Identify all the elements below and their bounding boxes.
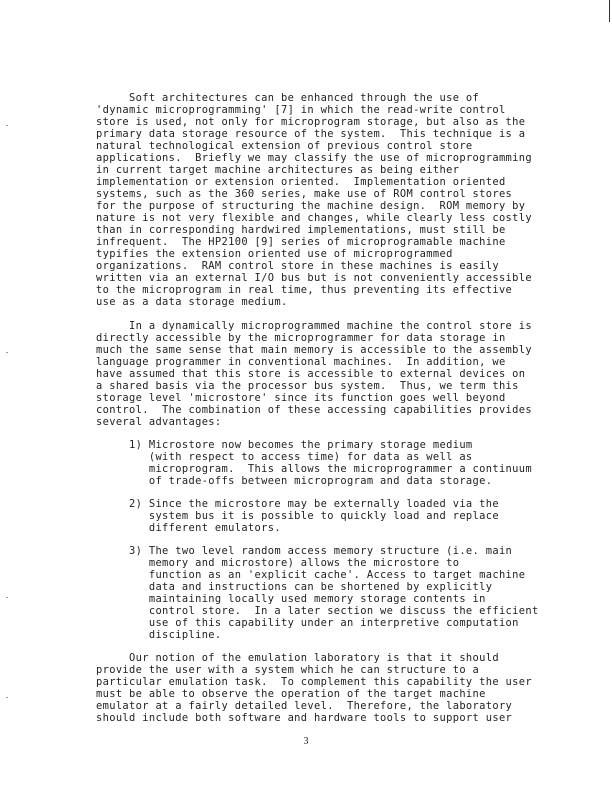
text-line: system bus it is possible to quickly load and replace <box>96 510 499 522</box>
text-line: a shared basis via the processor bus system. Thus, we term this <box>96 380 519 392</box>
text-line: control. The combination of these accessing capabilities provides <box>96 404 532 416</box>
text-line: several advantages: <box>96 416 222 428</box>
text-line: emulator at a fairly detailed level. Therefore, the laboratory <box>96 700 513 712</box>
text-line: for the purpose of structuring the machine design. ROM memory by <box>96 200 526 212</box>
text-line: (with respect to access time) for data as well as <box>96 451 473 463</box>
text-line: applications. Briefly we may classify the use of microprogramming <box>96 152 532 164</box>
text-line: systems, such as the 360 series, make use of ROM control stores <box>96 188 513 200</box>
scan-speck <box>6 352 8 353</box>
page-edge-mark <box>609 0 610 22</box>
text-line: must be able to observe the operation of the target machine <box>96 688 486 700</box>
text-line: in current target machine architectures as being either <box>96 164 460 176</box>
text-line: different emulators. <box>96 522 281 534</box>
text-line: control store. In a later section we discuss the efficient <box>96 605 539 617</box>
text-line: use as a data storage medium. <box>96 296 288 308</box>
text-line: typifies the extension oriented use of microprogrammed <box>96 248 453 260</box>
text-line: In a dynamically microprogrammed machine the control store is <box>96 320 532 332</box>
text-line: memory and microstore) allows the microstore to <box>96 557 460 569</box>
text-line: 3) The two level random access memory structure (i.e. main <box>96 545 513 557</box>
text-line: use of this capability under an interpretive computation <box>96 617 519 629</box>
text-line: Soft architectures can be enhanced through the use of <box>96 92 480 104</box>
text-line: much the same sense that main memory is accessible to the assembly <box>96 344 532 356</box>
scan-speck <box>6 697 8 698</box>
text-line: directly accessible by the microprogrammer for data storage in <box>96 332 506 344</box>
text-line: to the microprogram in real time, thus preventing its effective <box>96 284 513 296</box>
text-line: Our notion of the emulation laboratory is that it should <box>96 652 499 664</box>
text-line: have assumed that this store is accessible to external devices on <box>96 368 526 380</box>
text-line: implementation or extension oriented. Implementation oriented <box>96 176 506 188</box>
text-line: nature is not very flexible and changes, while clearly less costly <box>96 212 532 224</box>
text-line: than in corresponding hardwired implementations, must still be <box>96 224 506 236</box>
text-line: microprogram. This allows the microprogrammer a continuum <box>96 463 532 475</box>
text-line: function as an 'explicit cache'. Access to target machine <box>96 569 526 581</box>
text-line: organizations. RAM control store in these machines is easily <box>96 260 499 272</box>
text-line: language programmer in conventional machines. In addition, we <box>96 356 506 368</box>
text-line: natural technological extension of previous control store <box>96 140 473 152</box>
text-line: written via an external I/O bus but is not conveniently accessible <box>96 272 532 284</box>
text-line: provide the user with a system which he can structure to a <box>96 664 480 676</box>
text-line: should include both software and hardware tools to support user <box>96 712 513 724</box>
text-line: 1) Microstore now becomes the primary storage medium <box>96 439 473 451</box>
text-line: discipline. <box>96 629 222 641</box>
page-number: 3 <box>303 736 309 747</box>
text-line: primary data storage resource of the system. This technique is a <box>96 128 526 140</box>
text-line: of trade-offs between microprogram and data storage. <box>96 475 493 487</box>
text-line: storage level 'microstore' since its function goes well beyond <box>96 392 506 404</box>
text-line: infrequent. The HP2100 [9] series of microprogramable machine <box>96 236 506 248</box>
scan-speck <box>6 125 8 126</box>
scan-speck <box>6 597 8 598</box>
text-line: data and instructions can be shortened by explicitly <box>96 581 493 593</box>
text-line: 'dynamic microprogramming' [7] in which the read-write control <box>96 104 506 116</box>
text-line: 2) Since the microstore may be externally loaded via the <box>96 498 499 510</box>
text-line: store is used, not only for microprogram storage, but also as the <box>96 116 526 128</box>
text-line: particular emulation task. To complement this capability the user <box>96 676 532 688</box>
text-line: maintaining locally used memory storage contents in <box>96 593 486 605</box>
